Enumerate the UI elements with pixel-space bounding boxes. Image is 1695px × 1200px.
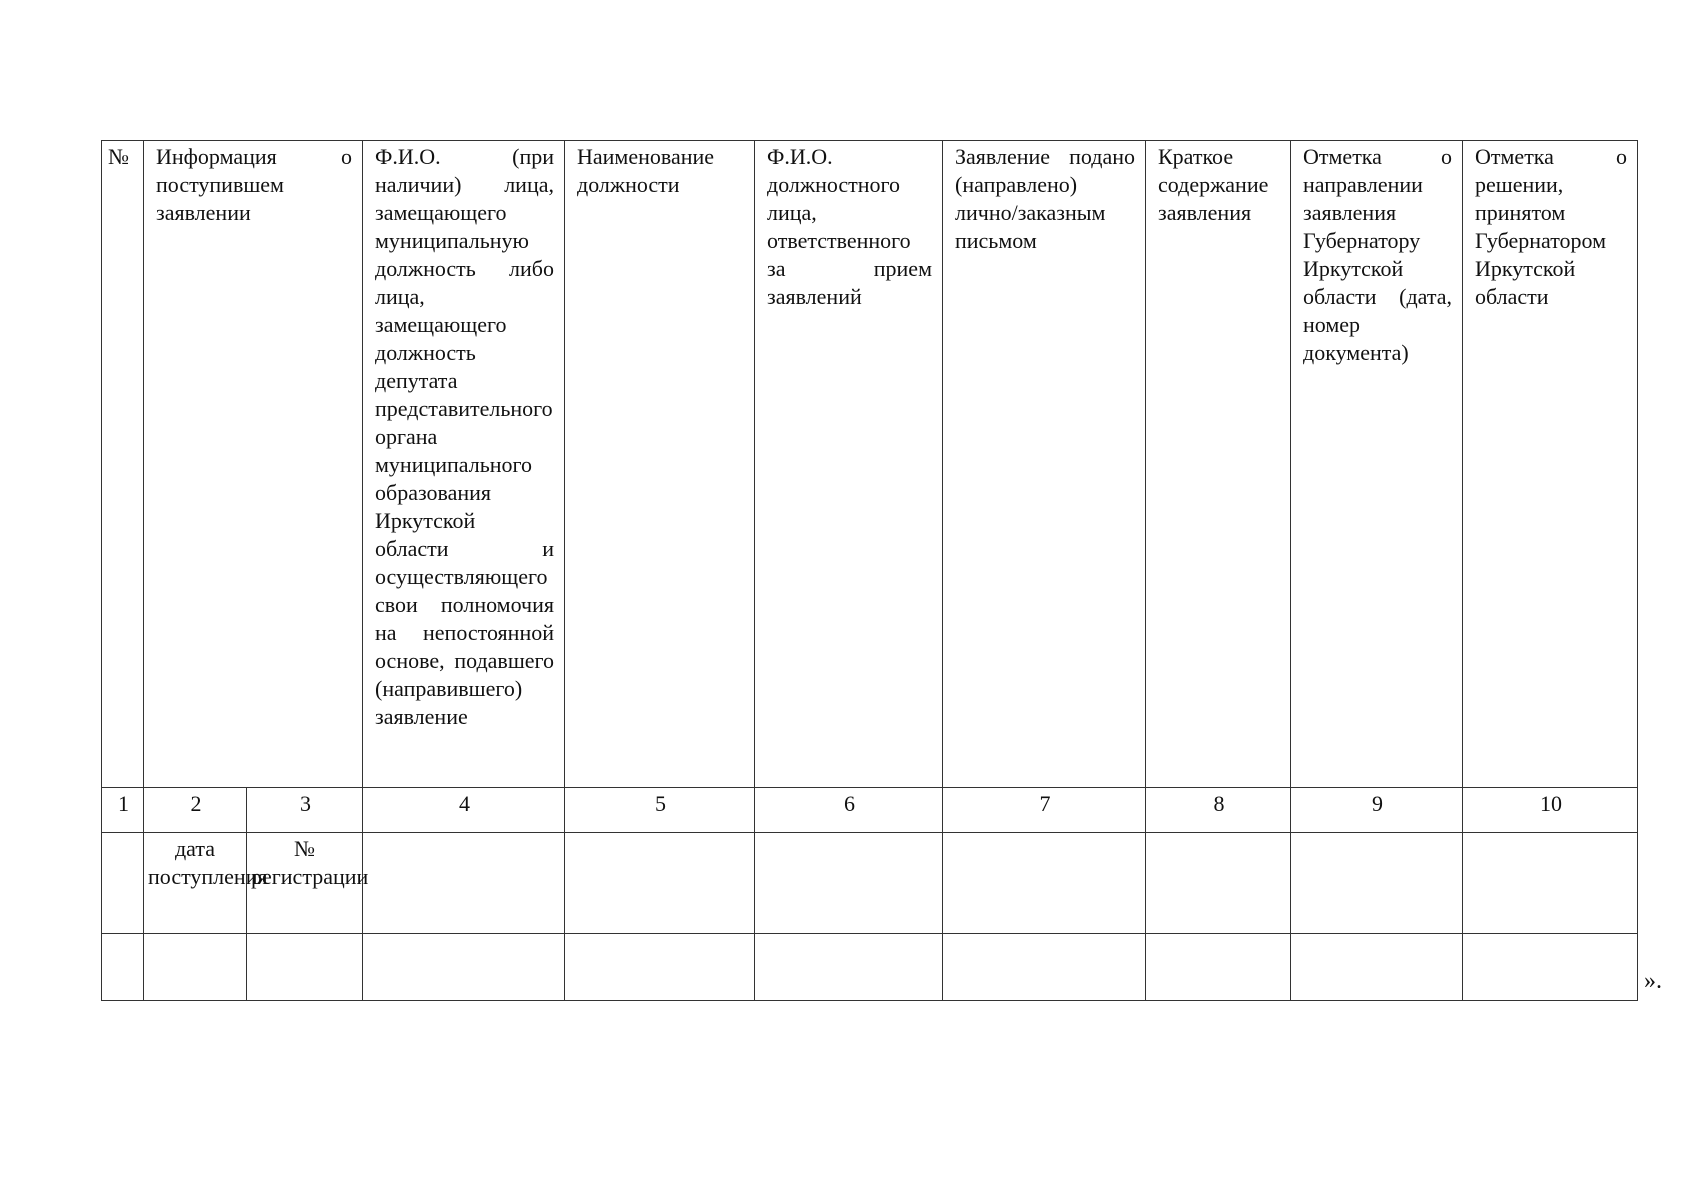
column-number-cell: 8 [1146,788,1291,833]
header-position-name: Наименование должности [565,141,755,788]
column-number-cell: 1 [102,788,144,833]
empty-cell [1463,833,1638,934]
closing-quote-mark: ». [1644,968,1662,994]
column-number-cell: 4 [363,788,565,833]
subheader-date-received: дата поступления [144,833,247,934]
header-responsible-official: Ф.И.О. должностного лица, ответственного за прием заявлений [755,141,943,788]
column-number-cell: 5 [565,788,755,833]
header-row [102,141,1638,788]
column-number-cell: 9 [1291,788,1463,833]
blank-data-row [102,934,1638,1001]
registration-journal-table [101,140,1638,1001]
header-governor-decision: Отметка о решении, принятом Губернатором Иркутской области [1463,141,1638,788]
subheader-registration-number: № регистрации [247,833,363,934]
column-number-cell: 2 [144,788,247,833]
empty-cell [1291,934,1463,1001]
header-submission-method: Заявление подано (направлено) лично/заказным письмом [943,141,1146,788]
empty-cell [943,934,1146,1001]
empty-cell [247,934,363,1001]
header-sent-to-governor: Отметка о направлении заявления Губернатору Иркутской области (дата, номер документа) [1291,141,1463,788]
empty-cell [1291,833,1463,934]
header-applicant-name: Ф.И.О. (при наличии) лица, замещающего муниципальную должность либо лица, замещающего должность депутата представительного органа муниципального образования Иркутской области и осуществляющего свои полномочия на непостоянной основе, подавшего (направившего) заявление [363,141,565,788]
column-number-cell: 10 [1463,788,1638,833]
empty-cell [1146,934,1291,1001]
empty-cell [755,833,943,934]
empty-cell [1463,934,1638,1001]
empty-cell [102,833,144,934]
empty-cell [943,833,1146,934]
empty-cell [102,934,144,1001]
header-summary: Краткое содержание заявления [1146,141,1291,788]
column-numbers-row [102,788,1638,833]
column-number-cell: 7 [943,788,1146,833]
column-number-cell: 6 [755,788,943,833]
empty-cell [755,934,943,1001]
empty-cell [565,934,755,1001]
empty-cell [565,833,755,934]
empty-cell [1146,833,1291,934]
header-number: № [102,141,144,788]
empty-cell [144,934,247,1001]
column-number-cell: 3 [247,788,363,833]
empty-cell [363,934,565,1001]
empty-cell [363,833,565,934]
subheader-row [102,833,1638,934]
header-received-info: Информация о поступившем заявлении [144,141,363,788]
